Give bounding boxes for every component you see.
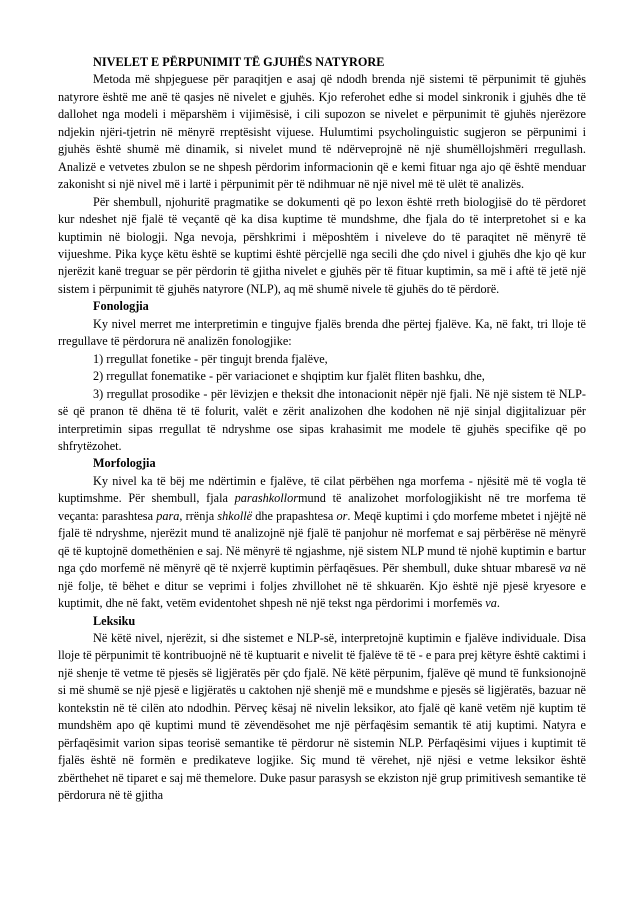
list-item: 2) rregullat fonematike - për variacionet e shqiptim kur fjalët fliten bashku, dhe, (93, 369, 485, 384)
section-heading-fonologjia: Fonologjia (93, 299, 149, 314)
term-italic: va (485, 596, 497, 611)
intro-paragraph: Metoda më shpjeguese për paraqitjen e asaj që ndodh brenda një sistemi të përpunimit të gjuhës natyrore është me anë të qasjes në nivelet e gjuhës. Kjo referohet edhe si model sinkronik i gjuhës dhe të dallohet nga modeli i mëparshëm i vijimësisë, i cili supozon se nivelet e përpunimit të gjuhës njerëzore ndjekin njëri-tjetrin në mënyrë rreptësisht vijuese. Hulumtimi psycholinguistic sugjeron se përpunimi i gjuhës është shumë më dinamik, si nivelet mund të ndërveprojnë në një shumëllojshmëri rregullash. Analizë e vetvetes zbulon se ne shpesh përdorim informacionin që e kemi fituar nga ajo që është menduar zakonisht si një nivel më i lartë i përpunimit për të ndihmuar në një nivel më të ulët të analizës. (58, 72, 586, 192)
example-paragraph: Për shembull, njohuritë pragmatike se dokumenti që po lexon është rreth biologjisë do të përdoret kur ndeshet një fjalë të veçantë që ka disa kuptime të mundshme, dhe fjala do të interpretohet si e ka kuptimin në biologji. Nga nevoja, përshkrimi i mëposhtëm i niveleve do të paraqitet në mënyrë të vijueshme. Pika kyçe këtu është se kuptimi është përcjellë nga secili dhe çdo nivel i gjuhës dhe kjo që kur njerëzit kanë treguar se për përdorin të gjitha nivelet e gjuhës për të fituar kuptimin, sa më i aftë të jetë një sistem i përpunimit të gjuhës natyrore (NLP), aq më shumë nivele të gjuhës do të përdorë. (58, 194, 586, 296)
term-italic: parashkollor (234, 491, 298, 506)
term-italic: va (559, 561, 571, 576)
fonologjia-paragraph: Ky nivel merret me interpretimin e tingujve fjalës brenda dhe përtej fjalëve. Ka, në fakt, tri lloje të rregullave të përdorura në analizën fonologjike: (58, 316, 586, 349)
list-item: 3) rregullat prosodike - për lëvizjen e theksit dhe intonacionit nëpër një fjali. Në një sistem të NLP-së që pranon të dhëna të të folurit, valët e zërit analizohen dhe kodohen në një sinjal digjitalizuar për interpretimin sipas rregullat të ndryshme ose sipas krahasimit me modele të gjuhës specifike që po shfrytëzohet. (58, 386, 586, 453)
section-heading-leksiku: Leksiku (93, 613, 136, 628)
morfologjia-paragraph: Ky nivel ka të bëj me ndërtimin e fjalëve, të cilat përbëhen nga morfema - njësitë më të vogla të kuptimshme. Për shembull, fjala parashkollormund të analizohet morfologjikisht në tre morfema të veçanta: parashtesa para, rrënja shkollë dhe prapashtesa or. Meqë kuptimi i çdo morfeme mbetet i njëjtë në fjalë të ndryshme, njerëzit mund të analizojnë një fjalë të panjohur në morfemat e saj përbërëse në mënyrë që të kuptojnë domethënien e saj. Në mënyrë të ngjashme, një sistem NLP mund të njohë kuptimin e bartur nga çdo morfemë në mënyrë që të nxjerrë kuptimin përfaqësues. Për shembull, duke shtuar mbaresë va në një folje, të bëhet e ditur se veprimi i foljes zhvillohet në të shkuarën. Kjo është një pjesë kryesore e kuptimit, dhe në fakt, vetëm evidentohet shpesh në një tekst nga përdorimi i morfemës va. (58, 473, 587, 611)
document-page (58, 54, 586, 804)
term-italic: or (336, 508, 348, 523)
term-italic: para (156, 508, 180, 523)
leksiku-paragraph: Në këtë nivel, njerëzit, si dhe sistemet e NLP-së, interpretojnë kuptimin e fjalëve individuale. Disa lloje të përpunimit të kontribuojnë në të kuptuarit e nivelit të fjalëve të të - e para prej këtyre është caktimi i një shenje të vetme të pjesës së ligjëratës për çdo fjalë. Në këtë përpunim, fjalëve që mund të funksionojnë si më shumë se një pjesë e ligjëratës u caktohen një shenjë më e mundshme e pjesës së ligjëratës, bazuar në kontekstin në të cilën ato ndodhin. Përveç kësaj në nivelin leksikor, ato fjalë që kanë vetëm një kuptim të mundshëm apo që kuptimi mund të zëvendësohet me një përfaqësim semantik të atij kuptimi. Natyra e përfaqësimit varion sipas teorisë semantike të përdorur në sistemin NLP. Përfaqësimi vijues i kuptimit të fjalës është në formën e predikateve logjike. Siç mund të vërehet, një njësi e vetme leksikor është zbërthehet në tiparet e saj më themelore. Duke pasur parasysh se ekziston një grup primitivesh semantike të përdorura në të gjitha (58, 630, 586, 803)
section-heading-morfologjia: Morfologjia (93, 456, 156, 471)
list-item: 1) rregullat fonetike - për tingujt brenda fjalëve, (93, 351, 328, 366)
term-italic: shkollë (217, 508, 253, 523)
document-title: NIVELET E PËRPUNIMIT TË GJUHËS NATYRORE (93, 55, 385, 69)
